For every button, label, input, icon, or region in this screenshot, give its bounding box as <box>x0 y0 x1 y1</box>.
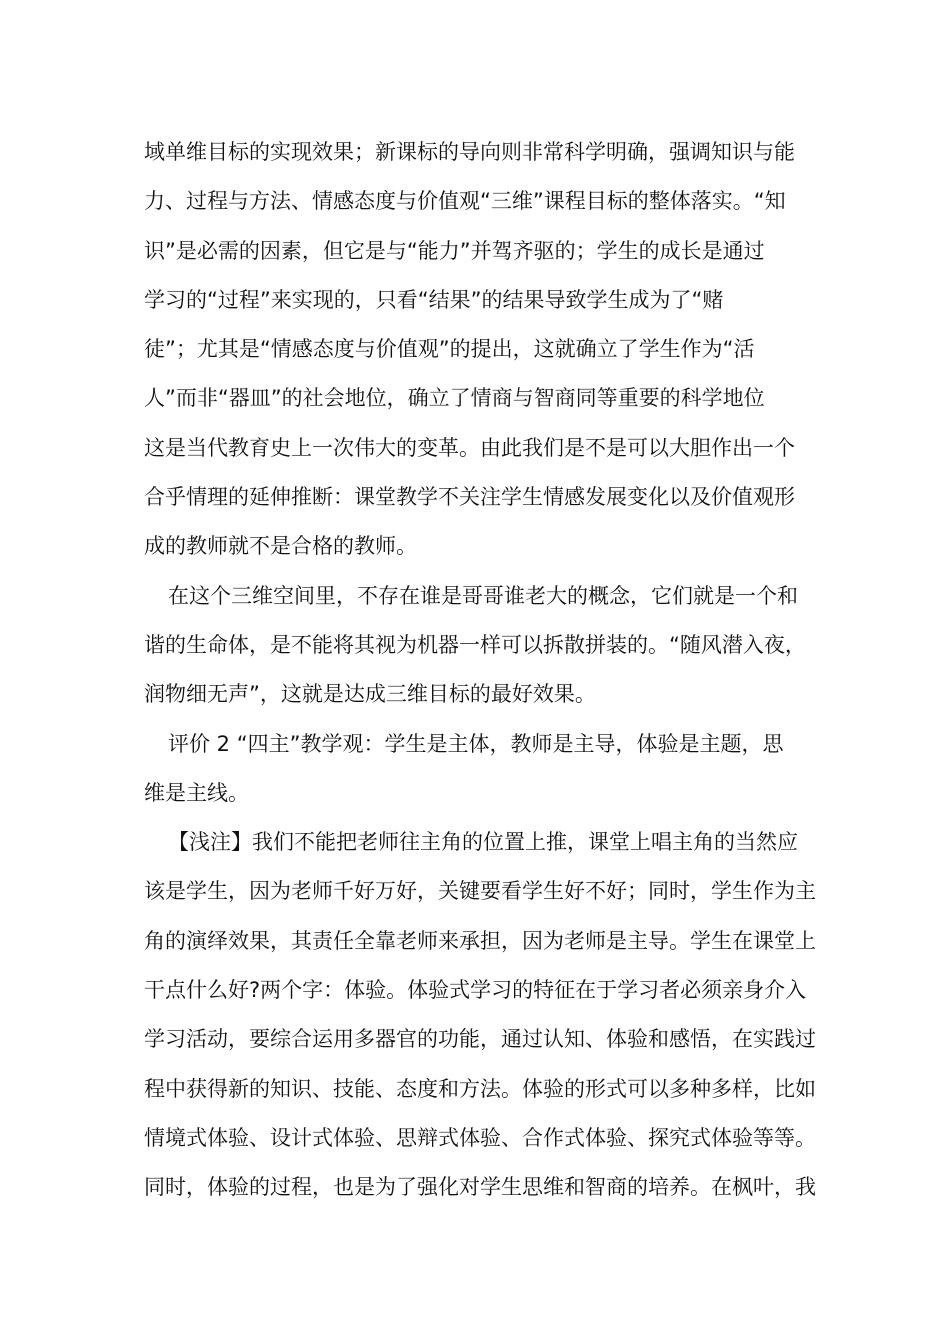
paragraph-start-line: 在这个三维空间里，不存在谁是哥哥谁老大的概念，它们就是一个和 <box>168 583 798 608</box>
text-line: 学习的“过程”来实现的，只看“结果”的结果导致学生成为了“赌 <box>144 287 724 312</box>
document-body <box>144 128 816 1213</box>
text-line: 情境式体验、设计式体验、思辩式体验、合作式体验、探究式体验等等。 <box>144 1125 816 1150</box>
text-line: 徒”；尤其是“情感态度与价值观”的提出，这就确立了学生作为“活 <box>144 337 755 362</box>
text-line: 合乎情理的延伸推断：课堂教学不关注学生情感发展变化以及价值观形 <box>144 485 795 510</box>
text-line: 这是当代教育史上一次伟大的变革。由此我们是不是可以大胆作出一个 <box>144 435 795 460</box>
text-line: 学习活动，要综合运用多器官的功能，通过认知、体验和感悟，在实践过 <box>144 1027 816 1052</box>
text-line: 人”而非“器皿”的社会地位，确立了情商与智商同等重要的科学地位 <box>144 386 765 411</box>
paragraph-start-line: 【浅注】我们不能把老师往主角的位置上推，课堂上唱主角的当然应 <box>168 830 798 855</box>
text-line: 成的教师就不是合格的教师。 <box>144 534 417 559</box>
text-line: 同时，体验的过程，也是为了强化对学生思维和智商的培养。在枫叶，我 <box>144 1175 816 1200</box>
text-line: 识”是必需的因素，但它是与“能力”并驾齐驱的；学生的成长是通过 <box>144 238 765 263</box>
text-line: 角的演绎效果，其责任全靠老师来承担，因为老师是主导。学生在课堂上 <box>144 928 816 953</box>
text-line: 谐的生命体，是不能将其视为机器一样可以拆散拼装的。“随风潜入夜， <box>144 632 806 657</box>
paragraph-start-line: 评价 2 “四主”教学观：学生是主体，教师是主导，体验是主题，思 <box>168 731 784 756</box>
text-line: 维是主线。 <box>144 780 249 805</box>
text-line: 该是学生，因为老师千好万好，关键要看学生好不好；同时，学生作为主 <box>144 879 816 904</box>
text-line: 干点什么好?两个字：体验。体验式学习的特征在于学习者必须亲身介入 <box>144 978 807 1003</box>
text-line: 润物细无声”，这就是达成三维目标的最好效果。 <box>144 682 596 707</box>
text-line: 域单维目标的实现效果；新课标的导向则非常科学明确，强调知识与能 <box>144 140 795 164</box>
text-line: 程中获得新的知识、技能、态度和方法。体验的形式可以多种多样，比如 <box>144 1076 816 1101</box>
text-line: 力、过程与方法、情感态度与价值观“三维”课程目标的整体落实。“知 <box>144 189 786 214</box>
